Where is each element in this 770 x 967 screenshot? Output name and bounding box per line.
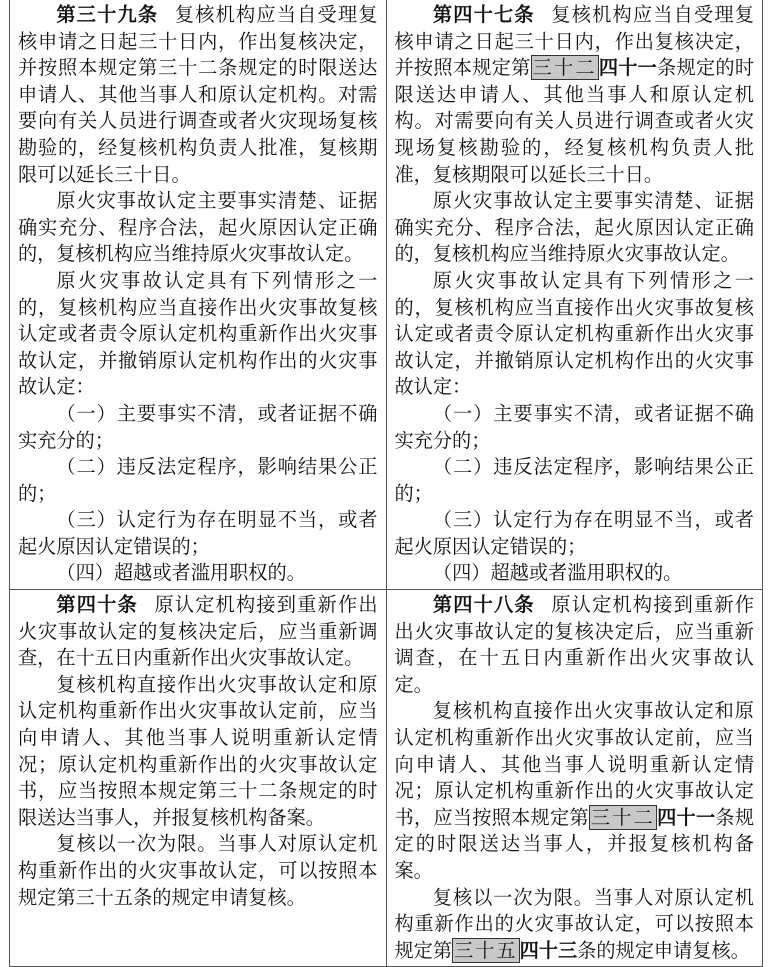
- text-segment: 原火灾事故认定具有下列情形之一的，复核机构应当直接作出火灾事故复核认定或者责令原认定机构重新作出火灾事故认定，并撤销原认定机构作出的火灾事故认定：: [18, 268, 378, 399]
- paragraph: [18, 268, 378, 401]
- inserted-text: 四十一: [657, 805, 716, 829]
- article-number: 第四十七条: [432, 3, 535, 26]
- deleted-text: 三十二: [532, 56, 597, 80]
- paragraph: [18, 560, 378, 587]
- text-segment: 条的规定申请复核。: [577, 938, 750, 962]
- inserted-text: 四十三: [519, 938, 578, 962]
- paragraph: [18, 672, 378, 832]
- comparison-table: [9, 0, 763, 967]
- text-segment: 条规定的时限送达申请人、其他当事人和原认定机构。对需要向有关人员进行调查或者火灾现场复核勘验的，经复核机构负责人批准，复核期限可以延长三十日。: [394, 56, 755, 186]
- text-segment: （一）主要事实不清，或者证据不确实充分的；: [394, 401, 754, 452]
- text-segment: 复核以一次为限。当事人对原认定机构重新作出的火灾事故认定，可以按照本规定第三十五条的规定申请复核。: [18, 832, 378, 909]
- paragraph: [395, 885, 755, 965]
- deleted-text: 三十五: [454, 938, 518, 962]
- paragraph: [18, 401, 378, 454]
- text-segment: 复核机构应当自受理复核申请之日起三十日内，作出复核决定，并按照本规定第: [394, 3, 755, 80]
- inserted-text: 四十一: [598, 56, 658, 80]
- paragraph: [395, 188, 755, 268]
- text-segment: 复核机构应当自受理复核申请之日起三十日内，作出复核决定，并按照本规定第三十二条规定的时限送达申请人、其他当事人和原认定机构。对需要向有关人员进行调查或者火灾现场复核勘验的，经复核机构负责人批准，复核期限可以延长三十日。: [18, 3, 378, 186]
- text-segment: 原认定机构接到重新作出火灾事故认定的复核决定后，应当重新调查，在十五日内重新作出火灾事故认定。: [394, 593, 755, 696]
- paragraph: [395, 507, 755, 560]
- text-segment: 原认定机构接到重新作出火灾事故认定的复核决定后，应当重新调查，在十五日内重新作出火灾事故认定。: [18, 593, 378, 670]
- new-article-47-cell: [386, 0, 763, 590]
- text-segment: （四）超越或者滥用职权的。: [432, 561, 683, 585]
- deleted-text: 三十二: [590, 805, 656, 829]
- paragraph: [18, 507, 378, 560]
- article-number: 第三十九条: [56, 3, 159, 26]
- paragraph: [395, 454, 755, 507]
- paragraph: [395, 560, 755, 587]
- text-segment: （一）主要事实不清，或者证据不确实充分的；: [18, 401, 378, 452]
- paragraph: [18, 831, 378, 911]
- text-segment: 原火灾事故认定主要事实清楚、证据确实充分、程序合法，起火原因认定正确的，复核机构应当维持原火灾事故认定。: [394, 189, 754, 266]
- paragraph: [18, 2, 378, 188]
- text-segment: （三）认定行为存在明显不当，或者起火原因认定错误的；: [394, 508, 754, 558]
- text-segment: 原火灾事故认定具有下列情形之一的，复核机构应当直接作出火灾事故复核认定或者责令原认定机构重新作出火灾事故认定，并撤销原认定机构作出的火灾事故认定：: [394, 268, 754, 399]
- article-number: 第四十条: [56, 593, 138, 617]
- paragraph: [395, 2, 755, 188]
- text-segment: 复核以一次为限。当事人对原认定机构重新作出的火灾事故认定，可以按照本规定第: [394, 885, 754, 962]
- paragraph: [395, 698, 755, 884]
- old-article-40-cell: [10, 590, 387, 967]
- new-article-48-cell: [386, 590, 763, 967]
- text-segment: 复核机构直接作出火灾事故认定和原认定机构重新作出火灾事故认定前，应当向申请人、其他当事人说明重新认定情况；原认定机构重新作出的火灾事故认定书，应当按照本规定第三十二条规定的时限送达当事人，并报复核机构备案。: [18, 672, 378, 829]
- text-segment: 原火灾事故认定主要事实清楚、证据确实充分、程序合法，起火原因认定正确的，复核机构应当维持原火灾事故认定。: [18, 189, 378, 266]
- paragraph: [18, 188, 378, 268]
- article-number: 第四十八条: [432, 593, 535, 617]
- paragraph: [18, 592, 378, 672]
- text-segment: 复核机构直接作出火灾事故认定和原认定机构重新作出火灾事故认定前，应当向申请人、其他当事人说明重新认定情况；原认定机构重新作出的火灾事故认定书，应当按照本规定第: [394, 699, 754, 829]
- text-segment: （二）违反法定程序，影响结果公正的；: [18, 455, 378, 505]
- paragraph: [395, 592, 755, 698]
- paragraph: [18, 454, 378, 507]
- text-segment: （四）超越或者滥用职权的。: [56, 561, 306, 585]
- text-segment: （三）认定行为存在明显不当，或者起火原因认定错误的；: [18, 508, 378, 558]
- paragraph: [395, 401, 755, 454]
- old-article-39-cell: [10, 0, 387, 590]
- text-segment: （二）违反法定程序，影响结果公正的；: [394, 455, 754, 505]
- text-segment: 条规定的时限送达当事人，并报复核机构备案。: [394, 805, 755, 882]
- paragraph: [395, 268, 755, 401]
